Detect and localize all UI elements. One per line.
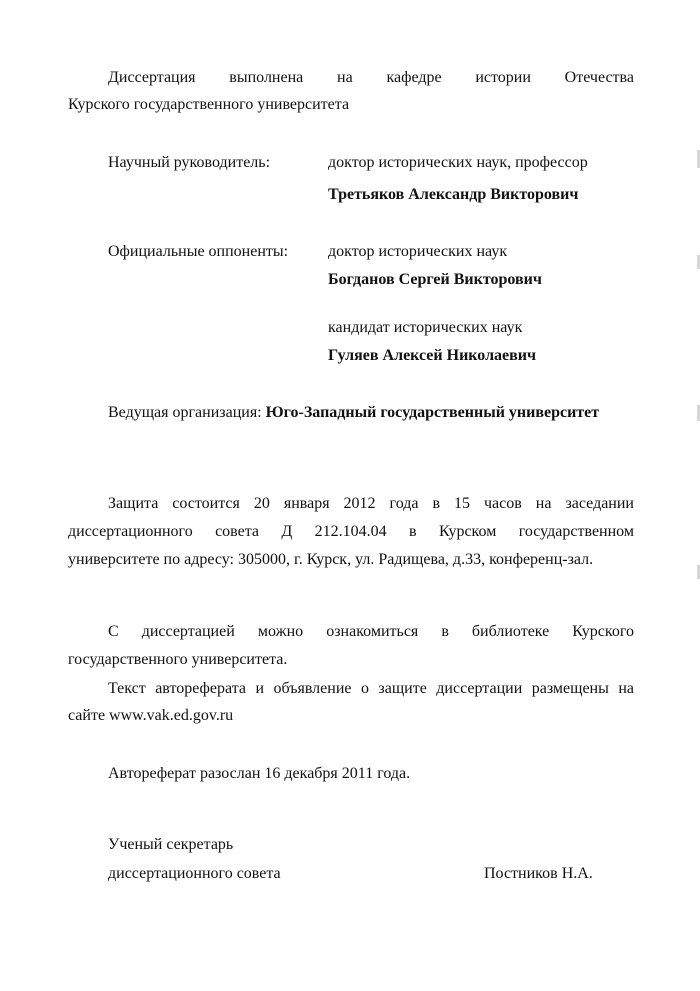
- supervisor-degree: доктор исторических наук, профессор: [328, 154, 588, 171]
- opponent-2-name: Гуляев Алексей Николаевич: [328, 347, 537, 364]
- lead-organization-name: Юго-Западный государственный университет: [265, 404, 600, 421]
- supervisor-label: Научный руководитель:: [108, 154, 271, 171]
- opponent-2-degree: кандидат исторических наук: [328, 319, 523, 336]
- online-line-1: Текст автореферата и объявление о защите диссертации размещены на: [108, 680, 634, 697]
- opponent-1-name: Богданов Сергей Викторович: [328, 271, 542, 288]
- defense-line-3: университете по адресу: 305000, г. Курск, ул. Радищева, д.33, конференц-зал.: [68, 551, 594, 568]
- sent-date: Автореферат разослан 16 декабря 2011 года.: [108, 765, 411, 782]
- secretary-name: Постников Н.А.: [484, 865, 593, 882]
- opponent-1-degree: доктор исторических наук: [328, 243, 508, 260]
- library-line-1: С диссертацией можно ознакомиться в библиотеке Курского: [108, 623, 634, 640]
- secretary-title-2: диссертационного совета: [108, 865, 281, 882]
- opponents-label: Официальные оппоненты:: [108, 243, 289, 260]
- lead-organization: [108, 403, 599, 423]
- intro-line-2: Курского государственного университета: [68, 96, 350, 113]
- lead-organization-label: Ведущая организация:: [108, 404, 262, 421]
- defense-line-2: диссертационного совета Д 212.104.04 в Курском государственном: [68, 523, 634, 540]
- defense-line-1: Защита состоится 20 января 2012 года в 15 часов на заседании: [108, 495, 634, 512]
- supervisor-name: Третьяков Александр Викторович: [328, 186, 579, 203]
- secretary-title-1: Ученый секретарь: [108, 836, 234, 853]
- library-line-2: государственного университета.: [68, 651, 288, 668]
- intro-line-1: Диссертация выполнена на кафедре истории Отечества: [108, 69, 634, 86]
- online-line-2: сайте www.vak.ed.gov.ru: [68, 707, 234, 724]
